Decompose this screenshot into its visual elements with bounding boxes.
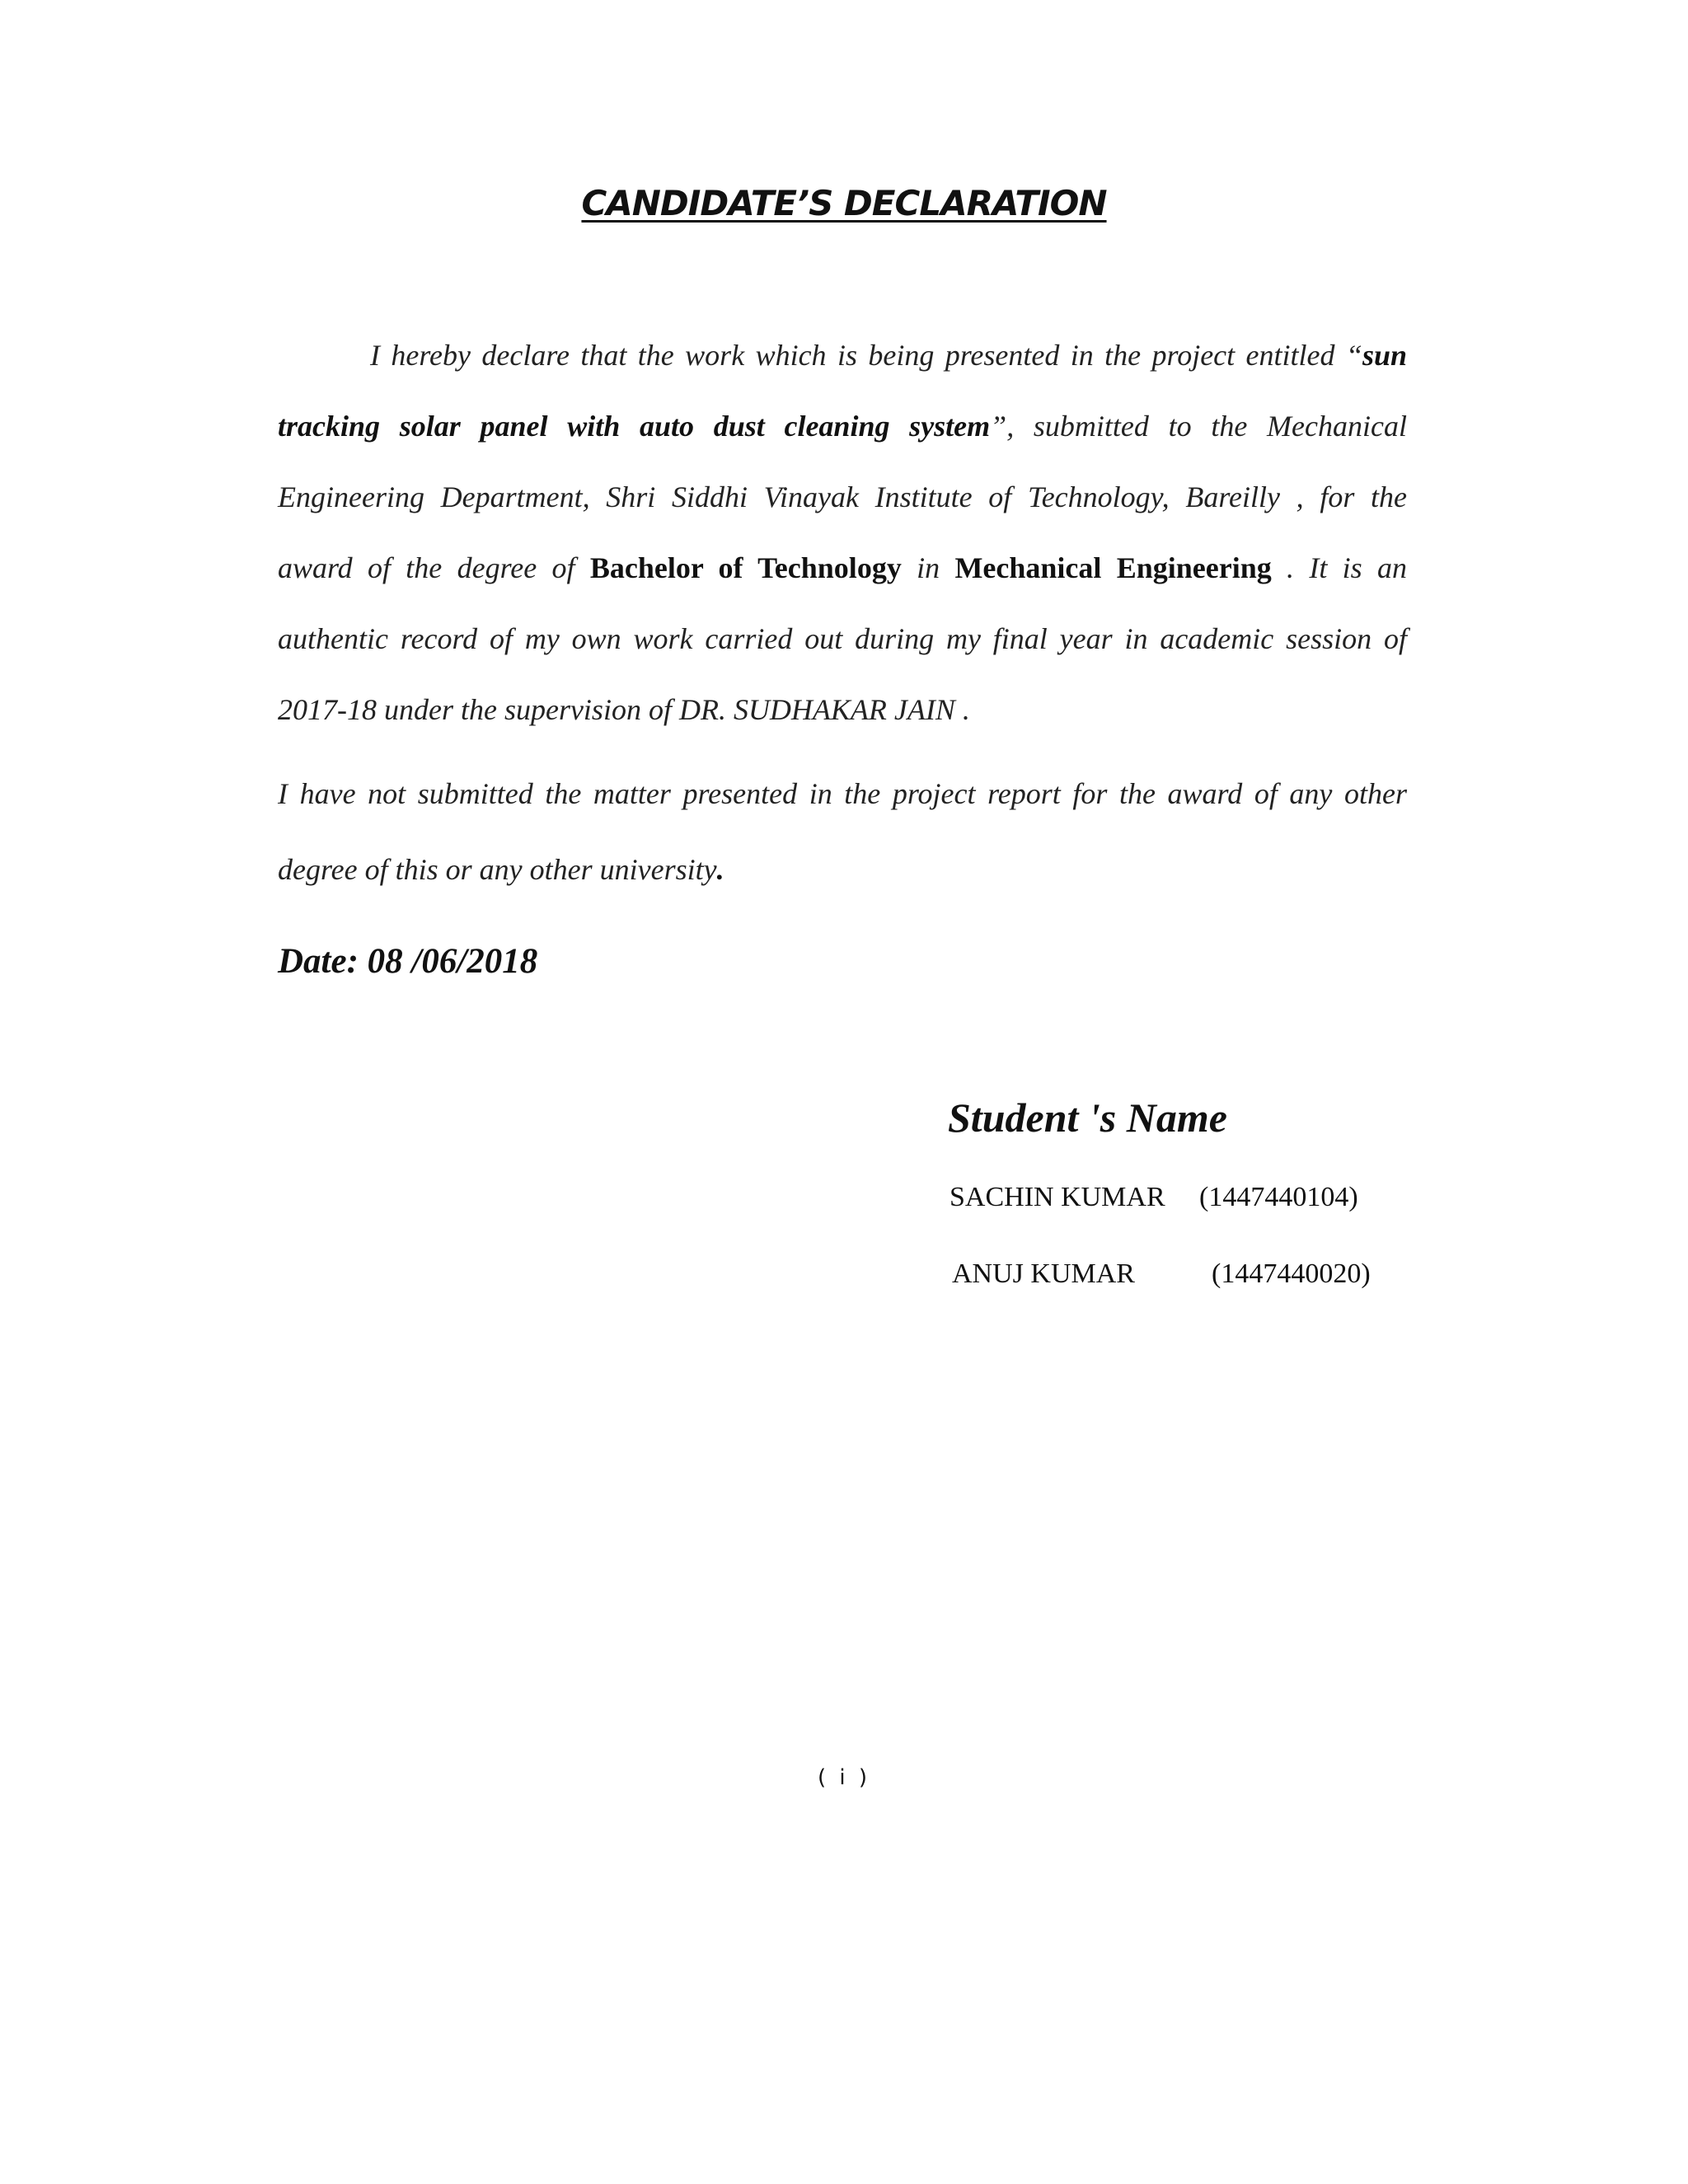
non-submission-text: I have not submitted the matter presented in the project report for the award of any other	[278, 777, 1407, 810]
declaration-line-3	[278, 480, 1407, 514]
declaration-line-4	[278, 551, 1407, 585]
declaration-text: award of the degree of	[278, 551, 590, 584]
non-submission-line-2	[278, 852, 1407, 887]
declaration-text: 2017-18 under the supervision of DR. SUDHAKAR JAIN .	[278, 693, 970, 726]
declaration-text: . It is an	[1271, 551, 1407, 584]
degree-name: Bachelor of Technology	[589, 551, 902, 584]
project-title-rest: tracking solar panel with auto dust cleaning system	[278, 410, 991, 443]
branch-name: Mechanical Engineering	[954, 551, 1272, 584]
declaration-text: ”, submitted to the Mechanical	[990, 410, 1407, 443]
declaration-date: Date: 08 /06/2018	[278, 942, 538, 981]
page-title: CANDIDATE’S DECLARATION	[581, 183, 1107, 223]
non-submission-line-1	[278, 776, 1407, 811]
page-number: ( i )	[817, 1765, 871, 1790]
student-name: ANUJ KUMAR	[952, 1258, 1135, 1289]
declaration-line-5	[278, 621, 1407, 656]
declaration-line-2	[278, 409, 1407, 443]
student-roll-number: (1447440020)	[1212, 1258, 1371, 1289]
non-submission-text: degree of this or any other university	[278, 853, 717, 886]
declaration-text: in	[901, 551, 955, 584]
project-title-start: sun	[1362, 339, 1407, 372]
declaration-text: authentic record of my own work carried out during my final year in academic session of	[278, 622, 1407, 655]
student-roll-number: (1447440104)	[1199, 1182, 1358, 1212]
students-heading: Student 's Name	[948, 1094, 1227, 1141]
non-submission-period: .	[716, 853, 724, 886]
declaration-line-1	[370, 338, 1407, 373]
student-name: SACHIN KUMAR	[950, 1182, 1165, 1212]
declaration-text: I hereby declare that the work which is being presented in the project entitled “	[370, 339, 1362, 372]
declaration-line-6	[278, 692, 1407, 727]
declaration-text: Engineering Department, Shri Siddhi Vinayak Institute of Technology, Bareilly , for the	[278, 480, 1407, 513]
